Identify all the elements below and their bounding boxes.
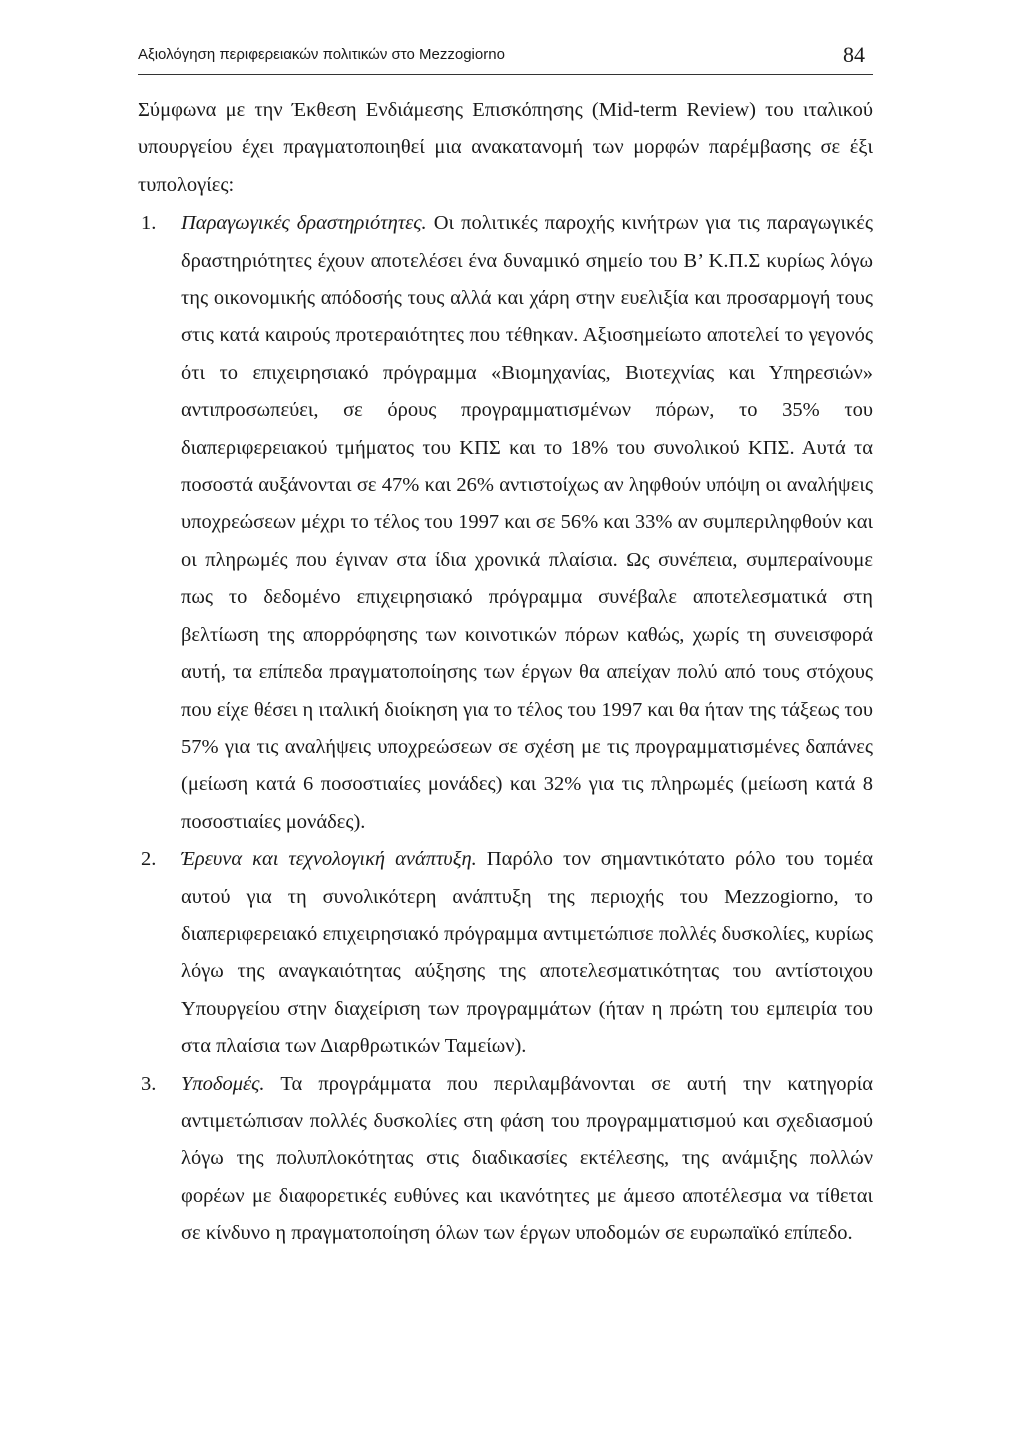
list-item bbox=[138, 841, 873, 1065]
page-number: 84 bbox=[843, 42, 865, 67]
list-item-body bbox=[181, 1066, 873, 1253]
list-item bbox=[138, 205, 873, 841]
list-item-number: 3. bbox=[141, 1072, 157, 1095]
page-header bbox=[138, 40, 873, 75]
list-item bbox=[138, 1066, 873, 1253]
list-item-title: Παραγωγικές δραστηριότητες. bbox=[181, 212, 427, 235]
body-text bbox=[138, 92, 873, 1253]
intro-paragraph: Σύμφωνα με την Έκθεση Ενδιάμεσης Επισκόπησης (Mid-term Review) του ιταλικού υπουργείου έχει πραγματοποιηθεί μια ανακατανομή των μορφών παρέμβασης σε έξι τυπολογίες: bbox=[138, 99, 873, 196]
list-item-text: Παρόλο τον σημαντικότατο ρόλο του τομέα αυτού για τη συνολικότερη ανάπτυξη της περιοχής του Mezzogiorno, το διαπεριφερειακό επιχειρησιακό πρόγραμμα αντιμετώπισε πολλές δυσκολίες, κυρίως λόγω της αναγκαιότητας αύξησης της αποτελεσματικότητας του αντίστοιχου Υπουργείου στην διαχείριση των προγραμμάτων (ήταν η πρώτη του εμπειρία του στα πλαίσια των Διαρθρωτικών Ταμείων). bbox=[181, 848, 873, 1058]
list-item-body bbox=[181, 205, 873, 841]
list-item-text: Οι πολιτικές παροχής κινήτρων για τις παραγωγικές δραστηριότητες έχουν αποτελέσει ένα δυναμικό σημείο του Β’ Κ.Π.Σ κυρίως λόγω της οικονομικής απόδοσής τους αλλά και χάρη στην ευελιξία και προσαρμογή τους στις κατά καιρούς προτεραιότητες που τέθηκαν. Αξιοσημείωτο αποτελεί το γεγονός ότι το επιχειρησιακό πρόγραμμα «Βιομηχανίας, Βιοτεχνίας και Υπηρεσιών» αντιπροσωπεύει, σε όρους προγραμματισμένων πόρων, το 35% του διαπεριφερειακού τμήματος του ΚΠΣ και το 18% του συνολικού ΚΠΣ. Αυτά τα ποσοστά αυξάνονται σε 47% και 26% αντιστοίχως αν ληφθούν υπόψη οι αναλήψεις υποχρεώσεων μέχρι το τέλος του 1997 και σε 56% και 33% αν συμπεριληφθούν και οι πληρωμές που έγιναν στα ίδια χρονικά πλαίσια. Ως συνέπεια, συμπεραίνουμε πως το δεδομένο επιχειρησιακό πρόγραμμα συνέβαλε αποτελεσματικά στη βελτίωση της απορρόφησης των κοινοτικών πόρων καθώς, χωρίς τη συνεισφορά αυτή, τα επίπεδα πραγματοποίησης των έργων θα απείχαν πολύ από τους στόχους που είχε θέσει η ιταλική διοίκηση για το τέλος του 1997 και θα ήταν της τάξεως του 57% για τις αναλήψεις υποχρεώσεων σε σχέση με τις προγραμματισμένες δαπάνες (μείωση κατά 6 ποσοστιαίες μονάδες) και 32% για τις πληρωμές (μείωση κατά 8 ποσοστιαίες μονάδες). bbox=[181, 212, 874, 833]
list-item-title: Υποδομές. bbox=[181, 1072, 265, 1095]
list-item-number: 1. bbox=[141, 212, 157, 235]
list-item-title: Έρευνα και τεχνολογική ανάπτυξη. bbox=[181, 848, 477, 871]
list-item-body bbox=[181, 841, 873, 1065]
running-title: Αξιολόγηση περιφερειακών πολιτικών στο Mezzogiorno bbox=[138, 46, 505, 63]
list-item-number: 2. bbox=[141, 848, 157, 871]
list-item-text: Τα προγράμματα που περιλαμβάνονται σε αυτή την κατηγορία αντιμετώπισαν πολλές δυσκολίες στη φάση του προγραμματισμού και σχεδιασμού λόγω της πολυπλοκότητας στις διαδικασίες εκτέλεσης, της ανάμιξης πολλών φορέων με διαφορετικές ευθύνες και ικανότητες με άμεσο αποτέλεσμα να τίθεται σε κίνδυνο η πραγματοποίηση όλων των έργων υποδομών σε ευρωπαϊκό επίπεδο. bbox=[181, 1072, 873, 1245]
